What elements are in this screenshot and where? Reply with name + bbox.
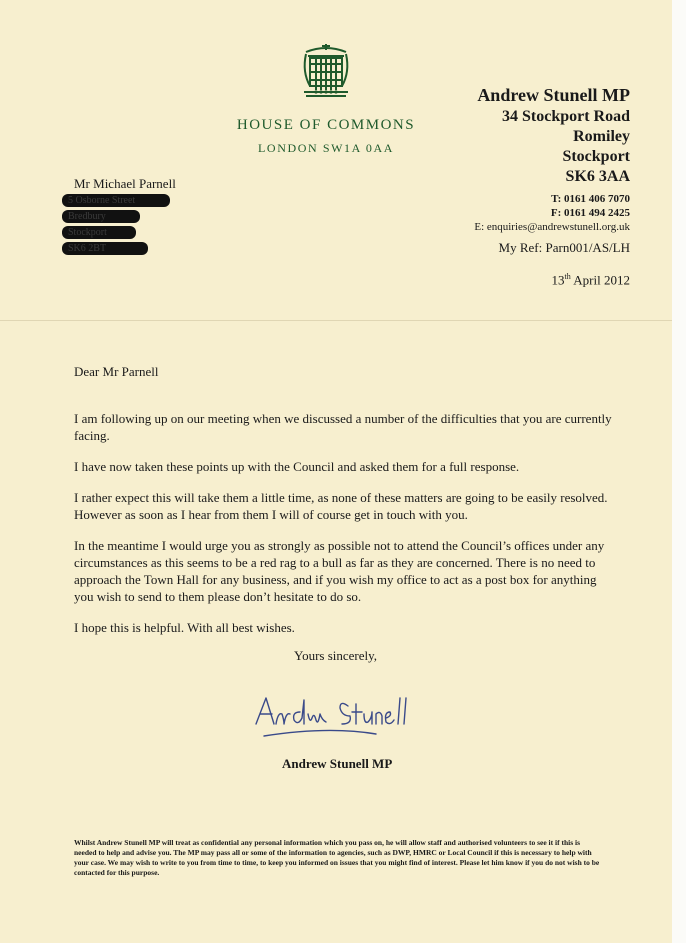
signature <box>248 690 438 750</box>
fold-line <box>0 320 672 321</box>
sender-address-line: Romiley <box>573 128 630 145</box>
redacted-line: Bredbury <box>62 210 140 223</box>
redacted-line: SK6 2BT <box>62 242 148 255</box>
sender-address-line: 34 Stockport Road <box>501 108 630 125</box>
sender-name: Andrew Stunell MP <box>477 85 630 105</box>
body-paragraph: I have now taken these points up with the Council and asked them for a full response. <box>74 459 520 474</box>
date-day: 13 <box>551 272 565 288</box>
redacted-line: Stockport <box>62 226 136 239</box>
portcullis-icon <box>300 42 352 102</box>
scan-edge <box>672 0 686 943</box>
letterhead-org-name: HOUSE OF COMMONS <box>236 117 416 133</box>
date-rest: April 2012 <box>570 272 630 288</box>
sender-block <box>477 85 630 187</box>
letter-body <box>74 410 614 650</box>
body-paragraph: I rather expect this will take them a little time, as none of these matters are going to be easily resolved. However as soon as I hear from them I will of course get in touch with you. <box>74 490 608 522</box>
sender-contact <box>474 192 630 234</box>
redacted-address <box>62 194 170 258</box>
body-paragraph: I am following up on our meeting when we discussed a number of the difficulties that you are currently facing. <box>74 411 612 443</box>
body-paragraph: In the meantime I would urge you as strongly as possible not to attend the Council’s offices under any circumstances as this seems to be a red rag to a bull as far as they are concerned. There is no need to approach the Town Hall for any business, and if you wish my office to act as a post box for anything you wish to send to them please don’t hesitate to do so. <box>74 538 605 604</box>
privacy-footer: Whilst Andrew Stunell MP will treat as confidential any personal information which you pass on, he will allow staff and authorised volunteers to see it if this is needed to help and advise you. The MP may pass all or some of the information to agencies, such as DWP, HMRC or Local Council if this is necessary to help with your case. We may wish to write to you from time to time, to keep you informed on issues that you might find of interest. Please let him know if you do not wish to be contacted for this purpose. <box>74 838 600 877</box>
body-paragraph: I hope this is helpful. With all best wishes. <box>74 620 295 635</box>
sender-fax: F: 0161 494 2425 <box>550 207 630 219</box>
sender-address-line: Stockport <box>562 148 630 165</box>
sender-phone: T: 0161 406 7070 <box>551 193 630 205</box>
sender-email: E: enquiries@andrewstunell.org.uk <box>474 221 630 233</box>
salutation: Dear Mr Parnell <box>74 364 159 379</box>
letter-date <box>552 272 630 288</box>
date-suffix: th <box>564 272 571 281</box>
redacted-line: 5 Osborne Street <box>62 194 170 207</box>
reference: My Ref: Parn001/AS/LH <box>498 240 630 255</box>
letterhead-org-address: LONDON SW1A 0AA <box>258 141 394 155</box>
recipient-name: Mr Michael Parnell <box>74 176 176 191</box>
sender-address-line: SK6 3AA <box>565 168 630 185</box>
closing: Yours sincerely, <box>294 648 378 663</box>
signatory-name: Andrew Stunell MP <box>282 756 393 771</box>
